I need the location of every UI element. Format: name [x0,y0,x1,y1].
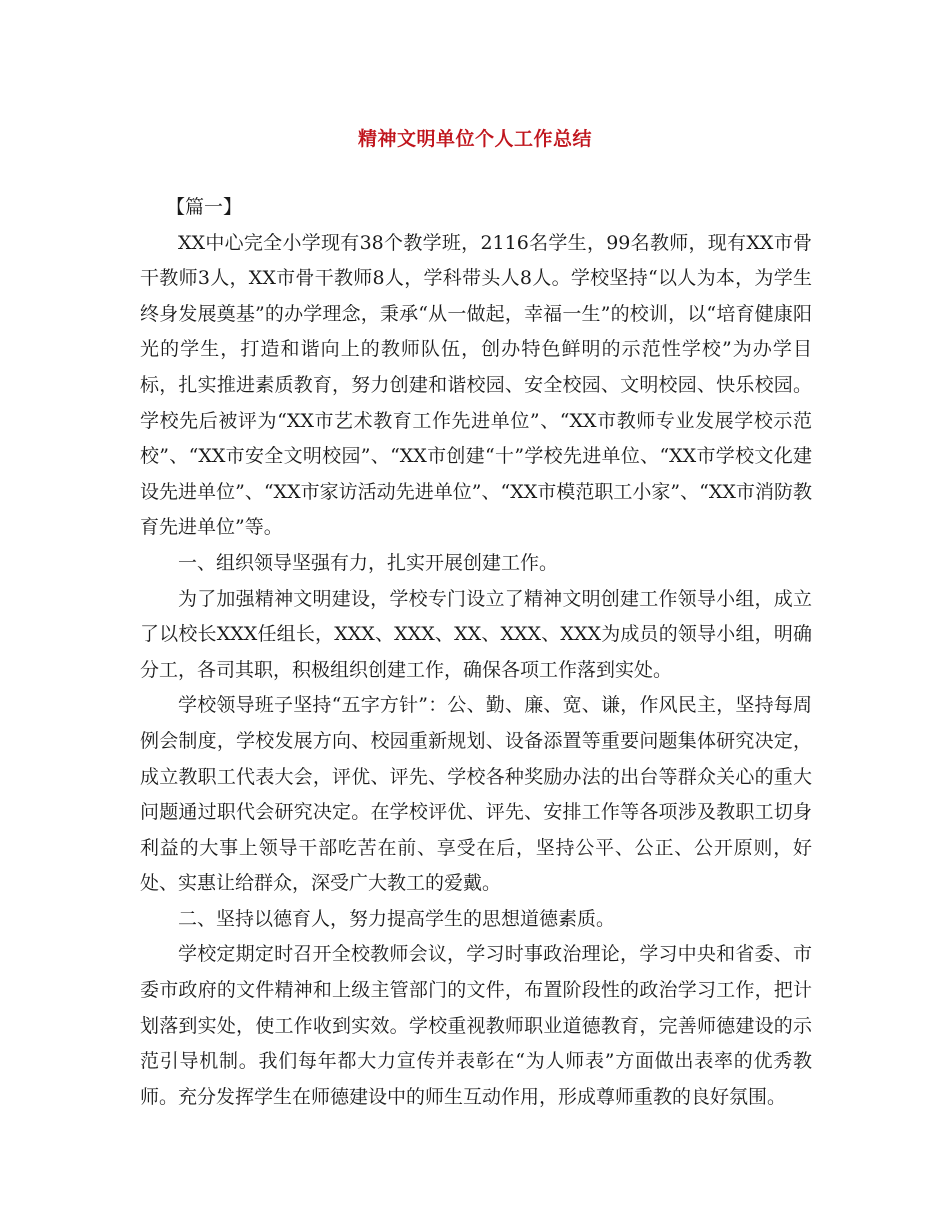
paragraph-leadership-group: 为了加强精神文明建设，学校专门设立了精神文明创建工作领导小组，成立了以校长XXX任组长，XXX、XXX、XX、XXX、XXX为成员的领导小组，明确分工，各司其职，积极组织创建工作，确保各项工作落到实处。 [140,587,812,681]
paragraph-moral-education: 学校定期定时召开全校教师会议，学习时事政治理论，学习中央和省委、市委市政府的文件精神和上级主管部门的文件，布置阶段性的政治学习工作，把计划落到实处，使工作收到实效。学校重视教师职业道德教育，完善师德建设的示范引导机制。我们每年都大力宣传并表彰在“为人师表”方面做出表率的优秀教师。充分发挥学生在师德建设中的师生互动作用，形成尊师重教的良好氛围。 [140,943,812,1108]
paragraph-leadership-principles: 学校领导班子坚持“五字方针”：公、勤、廉、宽、谦，作风民主，坚持每周例会制度，学校发展方向、校园重新规划、设备添置等重要问题集体研究决定，成立教职工代表大会，评优、评先、学校各种奖励办法的出台等群众关心的重大问题通过职代会研究决定。在学校评优、评先、安排工作等各项涉及教职工切身利益的大事上领导干部吃苦在前、享受在后，坚持公平、公正、公开原则，好处、实惠让给群众，深受广大教工的爱戴。 [140,694,812,895]
paragraph-intro: XX中心完全小学现有38个教学班，2116名学生，99名教师，现有XX市骨干教师3人，XX市骨干教师8人，学科带头人8人。学校坚持“以人为本，为学生终身发展奠基”的办学理念，秉承“从一做起，幸福一生”的校训，以“培育健康阳光的学生，打造和谐向上的教师队伍，创办特色鲜明的示范性学校”为办学目标，扎实推进素质教育，努力创建和谐校园、安全校园、文明校园、快乐校园。学校先后被评为“XX市艺术教育工作先进单位”、“XX市教师专业发展学校示范校”、“XX市安全文明校园”、“XX市创建“十”学校先进单位、“XX市学校文化建设先进单位”、“XX市家访活动先进单位”、“XX市模范职工小家”、“XX市消防教育先进单位”等。 [140,231,812,539]
document-title: 精神文明单位个人工作总结 [357,128,592,150]
document-body [140,190,812,1115]
section-tag: 【篇一】 [166,196,243,218]
heading-section-2: 二、坚持以德育人，努力提高学生的思想道德素质。 [178,907,616,930]
heading-section-1: 一、组织领导坚强有力，扎实开展创建工作。 [178,551,559,574]
